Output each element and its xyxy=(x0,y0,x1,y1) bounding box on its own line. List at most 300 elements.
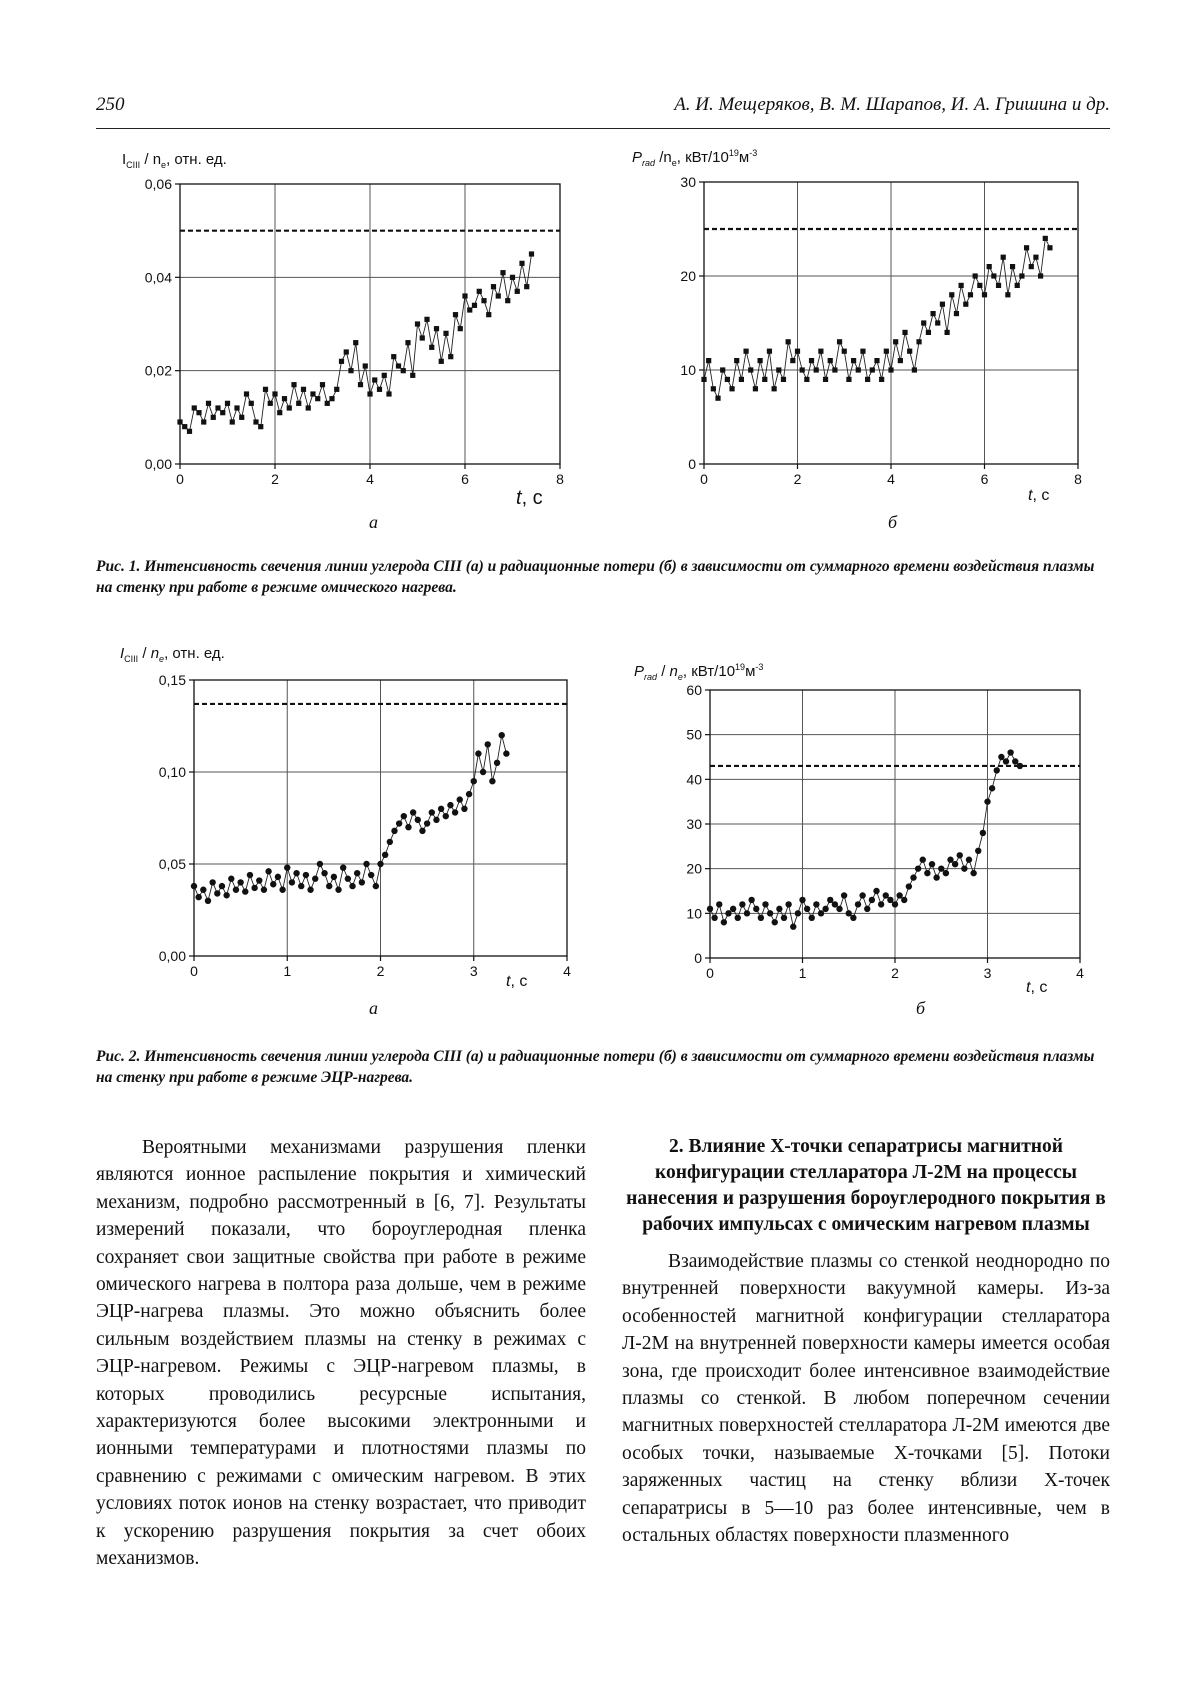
fig2b-data-point xyxy=(721,919,727,925)
fig1b-data-point xyxy=(1038,273,1043,278)
fig2a-data-point xyxy=(391,828,397,834)
fig1a-data-point xyxy=(234,405,239,410)
fig2b-data-point xyxy=(790,924,796,930)
fig1a-data-point xyxy=(306,405,311,410)
fig2a-data-point xyxy=(331,874,337,880)
fig1a-data-point xyxy=(272,391,277,396)
fig2b-data-point xyxy=(920,857,926,863)
fig2a-data-point xyxy=(377,861,383,867)
fig1a-data-point xyxy=(481,298,486,303)
fig1a-ytick-label: 0,00 xyxy=(144,456,172,472)
fig1b-data-point xyxy=(767,349,772,354)
left-paragraph: Вероятными механизмами разрушения пленки являются ионное распыление покрытия и химический механизм, подробно рассмотренный в [6, 7]. Результаты измерений показали, что бороуглеродная пленка сохраняет свои защитные свойства при работе в режиме омического нагрева в полтора раза дольше, чем в режиме ЭЦР-нагрева плазмы. Это можно объяснить более сильным воздействием плазмы на стенку в режимах с ЭЦР-нагревом. Режимы с ЭЦР-нагревом плазмы, в которых проводились ресурсные испытания, характеризуются более высокими электронными и ионными температурами и плотностями плазмы по сравнению с режимами с омическим нагревом. В этих условиях поток ионов на стенку возрастает, что приводит к ускорению разрушения покрытия за счет обоих механизмов. xyxy=(96,1137,586,1570)
fig2b-data-point xyxy=(957,852,963,858)
fig2a-data-point xyxy=(303,872,309,878)
fig1a-data-point xyxy=(515,289,520,294)
fig1a-panel-letter: а xyxy=(369,512,378,532)
fig1b-data-point xyxy=(949,292,954,297)
fig1b-data-point xyxy=(959,283,964,288)
fig2b-data-point xyxy=(896,892,902,898)
fig1b-ytick-label: 10 xyxy=(680,362,696,378)
fig2a-data-point xyxy=(401,813,407,819)
running-header-authors: А. И. Мещеряков, В. М. Шарапов, И. А. Гришина и др. xyxy=(674,94,1110,115)
fig2b-ytick-label: 0 xyxy=(694,950,702,966)
fig2b-data-point xyxy=(776,906,782,912)
fig1b-data-point xyxy=(842,349,847,354)
fig2b-data-point xyxy=(906,883,912,889)
fig1a-data-point xyxy=(486,312,491,317)
fig2a-data-point xyxy=(359,879,365,885)
fig1a-data-point xyxy=(372,377,377,382)
fig1b-data-point xyxy=(832,367,837,372)
fig2a-data-point xyxy=(443,813,449,819)
fig1a-data-point xyxy=(277,410,282,415)
fig1a-data-point xyxy=(287,405,292,410)
fig2a-data-point xyxy=(335,887,341,893)
fig1a-data-point xyxy=(391,354,396,359)
fig1a-data-point xyxy=(339,359,344,364)
running-header xyxy=(96,92,1110,129)
fig1b-data-point xyxy=(818,349,823,354)
fig2a-data-point xyxy=(475,750,481,756)
fig2b-data-point xyxy=(730,906,736,912)
fig2a-data-point xyxy=(354,870,360,876)
chart-fig1a xyxy=(96,148,576,508)
fig1b-data-point xyxy=(711,386,716,391)
fig1b-data-point xyxy=(916,339,921,344)
fig1a-data-point xyxy=(453,312,458,317)
fig1a-data-point xyxy=(382,373,387,378)
fig2b-data-point xyxy=(966,857,972,863)
fig1a-data-point xyxy=(367,391,372,396)
fig2a-data-point xyxy=(265,868,271,874)
fig2a-data-point xyxy=(228,876,234,882)
fig1b-series-line xyxy=(704,238,1050,398)
fig1a-data-point xyxy=(424,317,429,322)
fig2a-xtick-label: 4 xyxy=(563,963,571,979)
fig2b-data-point xyxy=(725,910,731,916)
fig1a-data-point xyxy=(529,251,534,256)
fig1a-data-point xyxy=(415,321,420,326)
fig2a-data-point xyxy=(410,809,416,815)
fig1b-data-point xyxy=(823,377,828,382)
fig2b-data-point xyxy=(961,865,967,871)
fig2b-data-point xyxy=(855,901,861,907)
fig1b-data-point xyxy=(888,367,893,372)
fig1b-data-point xyxy=(772,386,777,391)
fig2a-data-point xyxy=(471,778,477,784)
fig2b-xtick-label: 0 xyxy=(706,965,714,981)
fig1b-data-point xyxy=(865,377,870,382)
fig2a-data-point xyxy=(419,828,425,834)
fig1a-data-point xyxy=(353,340,358,345)
fig2b-data-point xyxy=(994,767,1000,773)
fig2a-data-point xyxy=(195,894,201,900)
fig1b-data-point xyxy=(996,283,1001,288)
fig1b-data-point xyxy=(758,358,763,363)
fig1a-xtick-label: 0 xyxy=(176,471,184,487)
fig2a-data-point xyxy=(396,820,402,826)
fig1b-data-point xyxy=(1015,283,1020,288)
fig1a-data-point xyxy=(258,424,263,429)
fig1b-data-point xyxy=(715,396,720,401)
fig1a-data-point xyxy=(325,401,330,406)
fig1a-ytick-label: 0,06 xyxy=(144,176,172,192)
fig2b-xtick-label: 2 xyxy=(891,965,899,981)
fig1b-data-point xyxy=(814,367,819,372)
fig2b-data-point xyxy=(827,897,833,903)
fig1b-data-point xyxy=(734,358,739,363)
fig1b-data-point xyxy=(706,358,711,363)
fig1a-data-point xyxy=(358,382,363,387)
fig2b-data-point xyxy=(758,915,764,921)
fig1a-data-point xyxy=(315,396,320,401)
fig1a-data-point xyxy=(420,335,425,340)
fig1a-data-point xyxy=(244,391,249,396)
fig1a-data-point xyxy=(182,424,187,429)
fig2b-data-point xyxy=(984,798,990,804)
fig2a-data-point xyxy=(191,883,197,889)
fig2a-data-point xyxy=(345,876,351,882)
fig2b-data-point xyxy=(1007,749,1013,755)
fig2b-data-point xyxy=(998,754,1004,760)
fig1b-data-point xyxy=(912,367,917,372)
fig1a-data-point xyxy=(301,387,306,392)
fig1a-data-point xyxy=(500,270,505,275)
fig1a-data-point xyxy=(496,293,501,298)
fig2a-data-point xyxy=(438,806,444,812)
fig2a-data-point xyxy=(293,870,299,876)
fig1b-xtick-label: 6 xyxy=(980,471,989,487)
fig2b-data-point xyxy=(980,830,986,836)
fig2a-data-point xyxy=(270,881,276,887)
fig1a-data-point xyxy=(291,382,296,387)
fig2a-data-point xyxy=(382,852,388,858)
fig1b-data-point xyxy=(1024,245,1029,250)
fig2a-xlabel: t, с xyxy=(506,973,528,990)
fig2b-data-point xyxy=(809,915,815,921)
fig1b-data-point xyxy=(870,367,875,372)
fig1b-data-point xyxy=(940,302,945,307)
fig1a-data-point xyxy=(310,391,315,396)
fig2b-ytick-label: 50 xyxy=(686,726,702,743)
section-title: 2. Влияние X-точки сепаратрисы магнитной конфигурации стелларатора Л-2М на процессы нанесения и разрушения бороуглеродного покрытия в рабочих импульсах с омическим нагревом плазмы xyxy=(626,1136,1106,1235)
fig2a-data-point xyxy=(415,817,421,823)
fig2b-data-point xyxy=(832,901,838,907)
fig1a-xtick-label: 8 xyxy=(556,471,564,487)
fig1a-data-point xyxy=(206,401,211,406)
fig1a-data-point xyxy=(410,373,415,378)
fig2b-data-point xyxy=(841,892,847,898)
fig2a-data-point xyxy=(214,890,220,896)
fig2b-series-line xyxy=(710,753,1020,927)
fig1a-data-point xyxy=(396,363,401,368)
figure-2b xyxy=(620,644,1110,1004)
fig1b-data-point xyxy=(804,377,809,382)
figure-2a xyxy=(96,644,576,1004)
fig2b-ytick-label: 40 xyxy=(686,771,702,788)
fig1a-data-point xyxy=(448,354,453,359)
fig1b-xtick-label: 4 xyxy=(887,471,895,487)
fig1b-data-point xyxy=(748,367,753,372)
fig1a-data-point xyxy=(263,387,268,392)
fig1b-ytick-label: 30 xyxy=(680,174,696,190)
fig2b-data-point xyxy=(1017,763,1023,769)
fig1b-panel-letter: б xyxy=(888,512,898,532)
fig2b-data-point xyxy=(818,910,824,916)
fig1a-data-point xyxy=(225,401,230,406)
fig2a-data-point xyxy=(387,839,393,845)
fig2a-data-point xyxy=(452,809,458,815)
fig2b-data-point xyxy=(753,906,759,912)
right-paragraph: Взаимодействие плазмы со стенкой неоднородно по внутренней поверхности вакуумной камеры. Из-за особенностей магнитной конфигурации стелларатора Л-2М на внутренней поверхности камеры имеется особая зона, где происходит более интенсивное взаимодействие плазмы со стенкой. В любом поперечном сечении магнитных поверхностей стелларатора Л-2М имеются две особых точки, называемые X-точками [5]. Потоки заряженных частиц на стенку вблизи X-точек сепаратрисы в 5—10 раз более интенсивные, чем в остальных областях поверхности плазменного xyxy=(622,1251,1110,1547)
fig1a-data-point xyxy=(377,387,382,392)
fig1b-data-point xyxy=(874,358,879,363)
fig2a-data-point xyxy=(298,883,304,889)
fig2a-data-point xyxy=(349,883,355,889)
fig1b-data-point xyxy=(729,386,734,391)
fig1b-data-point xyxy=(739,377,744,382)
fig2a-data-point xyxy=(494,760,500,766)
fig2a-ytick-label: 0,15 xyxy=(158,672,186,688)
fig2b-data-point xyxy=(873,888,879,894)
fig2a-data-point xyxy=(200,887,206,893)
fig2a-data-point xyxy=(373,883,379,889)
fig2a-data-point xyxy=(326,883,332,889)
figure-1b xyxy=(620,148,1100,508)
fig1a-xtick-label: 4 xyxy=(366,471,374,487)
fig2b-data-point xyxy=(739,901,745,907)
fig1a-ylabel: $I_{CIII} / n_e$, отн. ед. xyxy=(122,151,227,170)
fig1b-data-point xyxy=(963,302,968,307)
fig1b-data-point xyxy=(1029,264,1034,269)
fig1b-data-point xyxy=(907,349,912,354)
fig2a-data-point xyxy=(457,796,463,802)
fig2b-data-point xyxy=(781,915,787,921)
fig1b-data-point xyxy=(795,349,800,354)
fig1a-xtick-label: 6 xyxy=(461,471,469,487)
fig2b-data-point xyxy=(836,906,842,912)
fig1b-data-point xyxy=(1033,255,1038,260)
fig2a-data-point xyxy=(480,769,486,775)
fig1b-data-point xyxy=(851,358,856,363)
fig1a-data-point xyxy=(462,293,467,298)
fig2b-ytick-label: 60 xyxy=(686,682,702,698)
fig2a-data-point xyxy=(251,885,257,891)
fig1b-data-point xyxy=(725,377,730,382)
fig1b-data-point xyxy=(982,292,987,297)
fig2a-data-point xyxy=(307,887,313,893)
fig2b-data-point xyxy=(952,861,958,867)
fig2a-xtick-label: 2 xyxy=(376,963,385,979)
fig1b-data-point xyxy=(837,339,842,344)
fig1a-data-point xyxy=(230,419,235,424)
fig2b-data-point xyxy=(869,897,875,903)
fig2b-data-point xyxy=(804,906,810,912)
fig2b-data-point xyxy=(901,897,907,903)
fig2b-data-point xyxy=(878,901,884,907)
fig1b-data-point xyxy=(935,320,940,325)
fig1b-data-point xyxy=(720,367,725,372)
fig2b-data-point xyxy=(924,870,930,876)
fig1a-xtick-label: 2 xyxy=(271,471,279,487)
fig2a-ytick-label: 0,00 xyxy=(158,948,186,964)
fig1a-data-point xyxy=(249,401,254,406)
fig2b-data-point xyxy=(772,919,778,925)
fig2a-data-point xyxy=(223,892,229,898)
fig2a-data-point xyxy=(237,879,243,885)
fig1b-ytick-label: 20 xyxy=(680,268,696,284)
fig1a-data-point xyxy=(467,307,472,312)
fig2a-data-point xyxy=(503,750,509,756)
fig2b-data-point xyxy=(970,870,976,876)
fig1b-data-point xyxy=(991,273,996,278)
fig2b-data-point xyxy=(892,901,898,907)
fig1b-data-point xyxy=(790,358,795,363)
fig1b-data-point xyxy=(860,349,865,354)
fig1a-data-point xyxy=(220,410,225,415)
fig2b-data-point xyxy=(915,865,921,871)
fig2b-ytick-label: 10 xyxy=(686,905,702,922)
fig2a-ytick-label: 0,10 xyxy=(158,764,186,780)
fig1b-xtick-label: 2 xyxy=(793,471,802,487)
fig1b-data-point xyxy=(926,330,931,335)
fig1a-ytick-label: 0,04 xyxy=(144,269,172,286)
fig1b-data-point xyxy=(893,339,898,344)
fig2a-data-point xyxy=(368,872,374,878)
fig1a-data-point xyxy=(386,391,391,396)
fig1b-data-point xyxy=(898,358,903,363)
fig2a-data-point xyxy=(433,817,439,823)
fig1b-data-point xyxy=(1047,245,1052,250)
fig2a-data-point xyxy=(261,887,267,893)
fig2b-data-point xyxy=(716,901,722,907)
fig1a-data-point xyxy=(282,396,287,401)
fig1b-data-point xyxy=(809,358,814,363)
fig2a-xtick-label: 3 xyxy=(469,963,478,979)
fig1a-data-point xyxy=(405,340,410,345)
fig1b-data-point xyxy=(977,283,982,288)
fig2b-data-point xyxy=(822,906,828,912)
fig2a-data-point xyxy=(429,809,435,815)
fig1b-data-point xyxy=(701,377,706,382)
fig2b-data-point xyxy=(795,910,801,916)
fig2b-data-point xyxy=(947,857,953,863)
fig2b-data-point xyxy=(735,915,741,921)
fig1a-data-point xyxy=(268,401,273,406)
fig2a-data-point xyxy=(424,820,430,826)
figure-1a xyxy=(96,148,576,508)
fig1a-data-point xyxy=(192,405,197,410)
fig1a-data-point xyxy=(334,387,339,392)
fig2a-ytick-label: 0,05 xyxy=(158,856,186,872)
fig1a-data-point xyxy=(458,326,463,331)
fig1a-data-point xyxy=(510,275,515,280)
fig1a-data-point xyxy=(429,345,434,350)
fig1b-data-point xyxy=(1010,264,1015,269)
fig1a-data-point xyxy=(491,284,496,289)
fig1b-data-point xyxy=(856,367,861,372)
fig1a-data-point xyxy=(524,284,529,289)
fig1b-data-point xyxy=(930,311,935,316)
fig1b-ytick-label: 0 xyxy=(688,456,696,472)
fig1b-data-point xyxy=(945,330,950,335)
fig2b-data-point xyxy=(929,861,935,867)
fig1b-data-point xyxy=(786,339,791,344)
fig1a-data-point xyxy=(344,349,349,354)
fig2a-data-point xyxy=(209,879,215,885)
fig2b-xlabel: t, с xyxy=(1026,979,1048,996)
fig1b-xtick-label: 8 xyxy=(1074,471,1082,487)
fig1a-data-point xyxy=(434,326,439,331)
fig1a-xlabel: t, с xyxy=(516,487,543,509)
fig1b-data-point xyxy=(776,367,781,372)
fig2a-data-point xyxy=(284,864,290,870)
fig2b-data-point xyxy=(943,870,949,876)
fig2a-data-point xyxy=(317,861,323,867)
fig1a-data-point xyxy=(329,396,334,401)
fig1b-data-point xyxy=(753,386,758,391)
fig1b-data-point xyxy=(800,367,805,372)
fig2b-data-point xyxy=(883,892,889,898)
fig1b-data-point xyxy=(1001,255,1006,260)
fig1a-data-point xyxy=(348,368,353,373)
fig2a-data-point xyxy=(242,888,248,894)
fig2b-ytick-label: 30 xyxy=(686,816,702,832)
fig2b-data-point xyxy=(785,901,791,907)
fig2b-data-point xyxy=(748,897,754,903)
fig2b-data-point xyxy=(711,915,717,921)
fig1a-data-point xyxy=(296,401,301,406)
fig2b-xtick-label: 1 xyxy=(798,965,807,981)
fig1b-data-point xyxy=(1005,292,1010,297)
fig2b-data-point xyxy=(707,906,713,912)
fig1a-data-point xyxy=(439,359,444,364)
fig1a-data-point xyxy=(505,298,510,303)
fig2a-data-point xyxy=(499,732,505,738)
fig2b-data-point xyxy=(799,897,805,903)
fig1b-data-point xyxy=(968,292,973,297)
fig2b-data-point xyxy=(975,848,981,854)
fig2b-data-point xyxy=(1012,758,1018,764)
fig2b-data-point xyxy=(767,910,773,916)
fig2a-data-point xyxy=(275,874,281,880)
fig1b-data-point xyxy=(973,273,978,278)
fig1a-data-point xyxy=(320,382,325,387)
fig2b-ytick-label: 20 xyxy=(686,860,702,877)
fig2a-data-point xyxy=(279,887,285,893)
fig1a-data-point xyxy=(187,429,192,434)
fig1a-data-point xyxy=(211,415,216,420)
fig1b-xtick-label: 0 xyxy=(700,471,708,487)
fig2a-xtick-label: 1 xyxy=(283,963,292,979)
fig2b-xtick-label: 3 xyxy=(983,965,992,981)
fig1b-ylabel: $P_{rad}$ $/n_e$, кВт/$10^{19}м^{-3}$ xyxy=(632,148,758,168)
fig2a-data-point xyxy=(233,887,239,893)
fig1a-data-point xyxy=(239,415,244,420)
fig1b-data-point xyxy=(762,377,767,382)
fig2b-xtick-label: 4 xyxy=(1076,965,1084,981)
fig1b-xlabel: t, с xyxy=(1028,487,1050,504)
fig2a-series-line xyxy=(194,735,506,901)
fig2a-data-point xyxy=(461,806,467,812)
fig2a-data-point xyxy=(289,879,295,885)
fig2b-data-point xyxy=(989,785,995,791)
fig2a-data-point xyxy=(485,741,491,747)
fig2b-ylabel: $P_{rad} / n_e$, кВт/$10^{19}м^{-3}$ xyxy=(634,662,764,682)
fig1a-data-point xyxy=(201,419,206,424)
fig2a-data-point xyxy=(312,876,318,882)
